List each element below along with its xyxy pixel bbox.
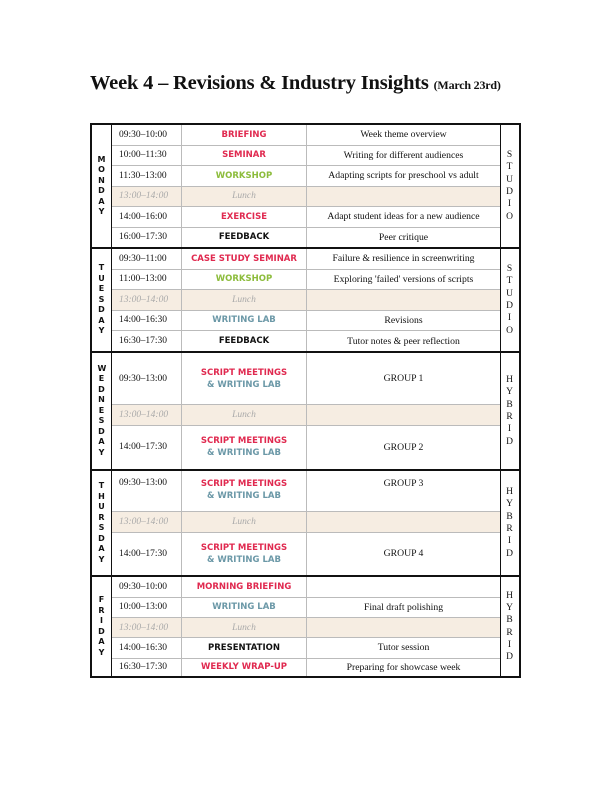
table-row bbox=[112, 166, 500, 187]
time-cell: 13:00–14:00 bbox=[112, 290, 182, 310]
description-cell: Preparing for showcase week bbox=[346, 661, 461, 673]
time-cell: 09:30–10:00 bbox=[112, 125, 182, 145]
day-block-tuesday bbox=[92, 249, 519, 353]
description-cell bbox=[307, 577, 500, 597]
text: FRIDAY bbox=[98, 595, 105, 657]
description-cell: Exploring 'failed' versions of scripts bbox=[333, 273, 474, 285]
session-type bbox=[182, 353, 307, 404]
session-type: WRITING LAB bbox=[182, 311, 307, 331]
time-cell: 10:00–13:00 bbox=[112, 598, 182, 618]
table-row bbox=[112, 353, 500, 405]
description-cell: GROUP 4 bbox=[383, 548, 424, 560]
location-label bbox=[500, 471, 519, 575]
description-cell bbox=[307, 618, 500, 637]
time-cell: 16:30–17:30 bbox=[112, 659, 182, 677]
session-type: WEEKLY WRAP-UP bbox=[182, 659, 307, 677]
time-cell: 16:00–17:30 bbox=[112, 228, 182, 248]
location-label bbox=[500, 125, 519, 247]
table-row bbox=[112, 249, 500, 270]
session-type: FEEDBACK bbox=[182, 228, 307, 248]
session-type: PRESENTATION bbox=[182, 638, 307, 658]
table-row bbox=[112, 311, 500, 332]
text: STUDIO bbox=[506, 150, 514, 222]
description-cell: Revisions bbox=[384, 314, 423, 326]
time-cell: 11:30–13:00 bbox=[112, 166, 182, 186]
text: HYBRID bbox=[506, 375, 514, 447]
lunch-row bbox=[112, 512, 500, 533]
session-type: Lunch bbox=[182, 512, 307, 532]
schedule-table bbox=[90, 123, 521, 678]
time-cell: 14:00–16:30 bbox=[112, 311, 182, 331]
title-main: Week 4 – Revisions & Industry Insights bbox=[90, 72, 429, 94]
description-cell: Final draft polishing bbox=[363, 601, 444, 613]
text: SCRIPT MEETINGS bbox=[200, 542, 288, 553]
description-cell bbox=[307, 290, 500, 310]
time-cell: 14:00–17:30 bbox=[112, 426, 182, 470]
text: HYBRID bbox=[506, 590, 514, 663]
text: HYBRID bbox=[506, 487, 514, 559]
time-cell: 13:00–14:00 bbox=[112, 618, 182, 637]
description-cell bbox=[307, 187, 500, 207]
session-type bbox=[182, 471, 307, 511]
table-row bbox=[112, 577, 500, 598]
session-type: Lunch bbox=[182, 405, 307, 425]
text: THURSDAY bbox=[98, 481, 105, 564]
table-row bbox=[112, 426, 500, 470]
text: TUESDAY bbox=[98, 263, 105, 336]
day-label bbox=[92, 249, 112, 351]
table-row bbox=[112, 125, 500, 146]
location-label bbox=[500, 577, 519, 676]
description-cell: Writing for different audiences bbox=[343, 149, 464, 161]
text: SCRIPT MEETINGS bbox=[200, 479, 288, 489]
description-cell: Tutor session bbox=[377, 642, 430, 654]
time-cell: 14:00–17:30 bbox=[112, 533, 182, 576]
table-row bbox=[112, 659, 500, 677]
time-cell: 09:30–13:00 bbox=[112, 353, 182, 404]
page-title bbox=[90, 72, 501, 95]
time-cell: 09:30–13:00 bbox=[112, 471, 182, 511]
session-type: WORKSHOP bbox=[182, 166, 307, 186]
day-label bbox=[92, 353, 112, 469]
day-label bbox=[92, 471, 112, 575]
text: SCRIPT MEETINGS bbox=[200, 367, 288, 378]
description-cell: Tutor notes & peer reflection bbox=[347, 335, 460, 347]
description-cell bbox=[307, 512, 500, 532]
session-type: MORNING BRIEFING bbox=[182, 577, 307, 597]
time-cell: 13:00–14:00 bbox=[112, 187, 182, 207]
text: & WRITING LAB bbox=[207, 448, 281, 459]
table-row bbox=[112, 598, 500, 619]
time-cell: 14:00–16:30 bbox=[112, 638, 182, 658]
description-cell: GROUP 2 bbox=[383, 441, 424, 453]
day-label bbox=[92, 125, 112, 247]
day-label bbox=[92, 577, 112, 676]
text: & WRITING LAB bbox=[207, 379, 281, 390]
session-type: Lunch bbox=[182, 187, 307, 207]
time-cell: 13:00–14:00 bbox=[112, 512, 182, 532]
lunch-row bbox=[112, 187, 500, 208]
session-type: CASE STUDY SEMINAR bbox=[182, 249, 307, 269]
session-type bbox=[182, 533, 307, 576]
table-row bbox=[112, 146, 500, 167]
table-row bbox=[112, 638, 500, 659]
text: STUDIO bbox=[506, 264, 514, 336]
table-row bbox=[112, 228, 500, 248]
description-cell bbox=[307, 405, 500, 425]
session-type bbox=[182, 426, 307, 470]
description-cell: Peer critique bbox=[378, 231, 429, 243]
lunch-row bbox=[112, 405, 500, 426]
lunch-row bbox=[112, 290, 500, 311]
day-block-wednesday bbox=[92, 353, 519, 471]
table-row bbox=[112, 533, 500, 576]
description-cell: Adapting scripts for preschool vs adult bbox=[328, 170, 479, 182]
table-row bbox=[112, 270, 500, 291]
time-cell: 11:00–13:00 bbox=[112, 270, 182, 290]
day-block-thursday bbox=[92, 471, 519, 577]
table-row bbox=[112, 331, 500, 351]
title-date: (March 23rd) bbox=[433, 78, 501, 92]
text: MONDAY bbox=[97, 154, 106, 216]
description-cell: GROUP 3 bbox=[383, 478, 424, 489]
location-label bbox=[500, 353, 519, 469]
text: & WRITING LAB bbox=[207, 554, 281, 565]
session-type: BRIEFING bbox=[182, 125, 307, 145]
description-cell: GROUP 1 bbox=[383, 373, 424, 384]
description-cell: Adapt student ideas for a new audience bbox=[327, 211, 480, 223]
session-type: Lunch bbox=[182, 618, 307, 637]
text: SCRIPT MEETINGS bbox=[200, 436, 288, 447]
location-label bbox=[500, 249, 519, 351]
session-type: Lunch bbox=[182, 290, 307, 310]
table-row bbox=[112, 471, 500, 512]
time-cell: 14:00–16:00 bbox=[112, 207, 182, 227]
time-cell: 09:30–10:00 bbox=[112, 577, 182, 597]
time-cell: 13:00–14:00 bbox=[112, 405, 182, 425]
time-cell: 09:30–11:00 bbox=[112, 249, 182, 269]
lunch-row bbox=[112, 618, 500, 638]
session-type: SEMINAR bbox=[182, 146, 307, 166]
session-type: WRITING LAB bbox=[182, 598, 307, 618]
session-type: FEEDBACK bbox=[182, 331, 307, 351]
session-type: EXERCISE bbox=[182, 207, 307, 227]
description-cell: Week theme overview bbox=[360, 129, 447, 141]
session-type: WORKSHOP bbox=[182, 270, 307, 290]
text: & WRITING LAB bbox=[207, 491, 281, 501]
table-row bbox=[112, 207, 500, 228]
day-block-monday bbox=[92, 125, 519, 249]
time-cell: 10:00–11:30 bbox=[112, 146, 182, 166]
description-cell: Failure & resilience in screenwriting bbox=[332, 253, 475, 265]
text: WEDNESDAY bbox=[97, 363, 107, 457]
time-cell: 16:30–17:30 bbox=[112, 331, 182, 351]
day-block-friday bbox=[92, 577, 519, 676]
